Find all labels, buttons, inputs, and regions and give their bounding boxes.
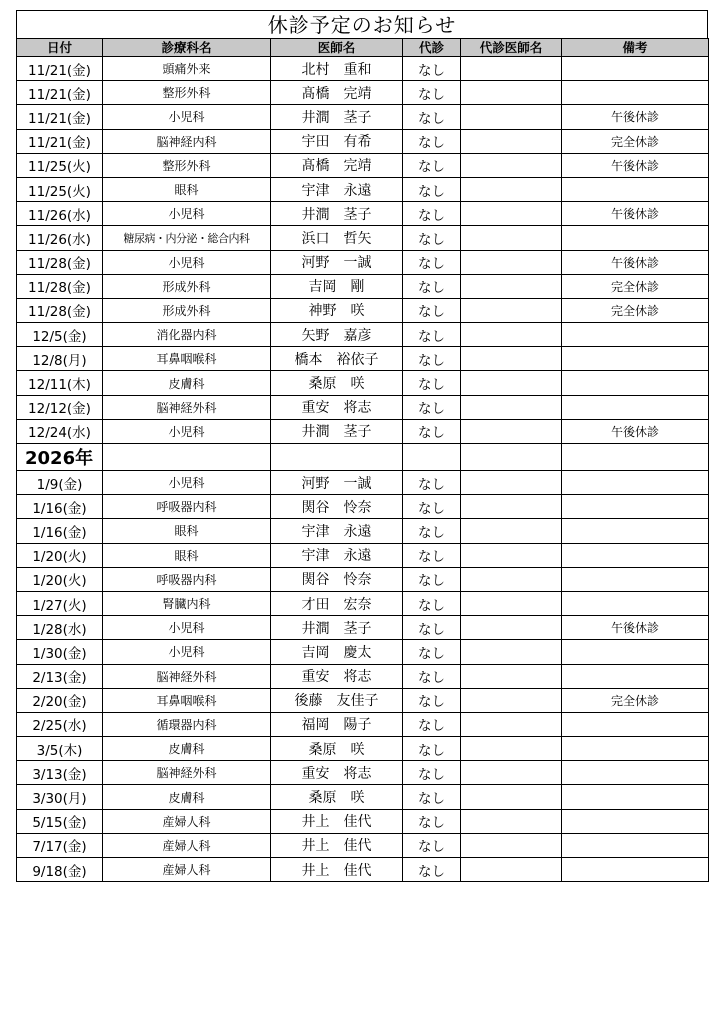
table-row <box>17 664 709 688</box>
substitute-doctor-cell <box>461 81 562 105</box>
date-cell: 3/5(木) <box>17 737 103 761</box>
table-row <box>17 153 709 177</box>
substitute-doctor-cell <box>461 495 562 519</box>
department-cell: 耳鼻咽喉科 <box>103 347 271 371</box>
remarks-cell <box>562 81 709 105</box>
table-row <box>17 371 709 395</box>
table-row <box>17 785 709 809</box>
department-cell: 眼科 <box>103 543 271 567</box>
table-row <box>17 809 709 833</box>
department-cell: 脳神経内科 <box>103 129 271 153</box>
substitute-cell: なし <box>403 712 461 736</box>
table-row <box>17 177 709 201</box>
substitute-doctor-cell <box>461 226 562 250</box>
substitute-doctor-cell <box>461 833 562 857</box>
doctor-cell: 北村 重和 <box>271 57 403 81</box>
doctor-cell: 宇津 永遠 <box>271 519 403 543</box>
substitute-doctor-cell <box>461 737 562 761</box>
department-cell: 整形外科 <box>103 81 271 105</box>
doctor-cell: 矢野 嘉彦 <box>271 323 403 347</box>
substitute-doctor-cell <box>461 785 562 809</box>
date-cell: 1/16(金) <box>17 519 103 543</box>
doctor-cell: 神野 咲 <box>271 298 403 322</box>
substitute-doctor-cell <box>461 567 562 591</box>
table-row <box>17 250 709 274</box>
substitute-cell: なし <box>403 347 461 371</box>
substitute-doctor-cell <box>461 761 562 785</box>
substitute-cell: なし <box>403 57 461 81</box>
substitute-cell: なし <box>403 640 461 664</box>
substitute-doctor-cell <box>461 177 562 201</box>
substitute-cell: なし <box>403 543 461 567</box>
substitute-cell: なし <box>403 785 461 809</box>
table-row <box>17 298 709 322</box>
doctor-cell: 井澗 茎子 <box>271 616 403 640</box>
department-cell: 呼吸器内科 <box>103 567 271 591</box>
date-cell: 2/25(水) <box>17 712 103 736</box>
substitute-doctor-cell <box>461 202 562 226</box>
department-cell: 脳神経外科 <box>103 664 271 688</box>
date-cell: 11/25(火) <box>17 153 103 177</box>
substitute-cell: なし <box>403 153 461 177</box>
notice-sheet <box>16 10 708 882</box>
page-title: 休診予定のお知らせ <box>16 10 708 38</box>
substitute-cell: なし <box>403 737 461 761</box>
table-row <box>17 419 709 443</box>
substitute-cell: なし <box>403 177 461 201</box>
table-row <box>17 105 709 129</box>
remarks-cell <box>562 737 709 761</box>
substitute-doctor-cell <box>461 371 562 395</box>
date-cell: 12/8(月) <box>17 347 103 371</box>
doctor-cell: 井上 佳代 <box>271 858 403 882</box>
substitute-cell: なし <box>403 664 461 688</box>
date-cell: 11/21(金) <box>17 57 103 81</box>
substitute-cell: なし <box>403 809 461 833</box>
remarks-cell: 午後休診 <box>562 153 709 177</box>
substitute-cell: なし <box>403 250 461 274</box>
substitute-doctor-cell <box>461 616 562 640</box>
table-row <box>17 761 709 785</box>
substitute-cell: なし <box>403 761 461 785</box>
substitute-doctor-cell <box>461 274 562 298</box>
department-cell: 産婦人科 <box>103 809 271 833</box>
empty-cell <box>461 444 562 471</box>
table-header-row <box>17 39 709 57</box>
department-cell: 眼科 <box>103 177 271 201</box>
table-row <box>17 347 709 371</box>
date-cell: 5/15(金) <box>17 809 103 833</box>
substitute-doctor-cell <box>461 129 562 153</box>
department-cell: 小児科 <box>103 616 271 640</box>
empty-cell <box>103 444 271 471</box>
doctor-cell: 髙橋 完靖 <box>271 81 403 105</box>
substitute-doctor-cell <box>461 809 562 833</box>
remarks-cell <box>562 177 709 201</box>
substitute-doctor-cell <box>461 712 562 736</box>
substitute-cell: なし <box>403 323 461 347</box>
date-cell: 12/5(金) <box>17 323 103 347</box>
substitute-doctor-cell <box>461 664 562 688</box>
table-row <box>17 543 709 567</box>
doctor-cell: 吉岡 剛 <box>271 274 403 298</box>
table-row <box>17 129 709 153</box>
date-cell: 9/18(金) <box>17 858 103 882</box>
table-row <box>17 274 709 298</box>
date-cell: 11/26(水) <box>17 226 103 250</box>
substitute-cell: なし <box>403 495 461 519</box>
doctor-cell: 井上 佳代 <box>271 809 403 833</box>
substitute-cell: なし <box>403 471 461 495</box>
date-cell: 12/24(水) <box>17 419 103 443</box>
remarks-cell <box>562 371 709 395</box>
substitute-cell: なし <box>403 274 461 298</box>
department-cell: 小児科 <box>103 640 271 664</box>
table-row <box>17 471 709 495</box>
substitute-doctor-cell <box>461 298 562 322</box>
doctor-cell: 橋本 裕依子 <box>271 347 403 371</box>
remarks-cell <box>562 543 709 567</box>
date-cell: 1/20(火) <box>17 543 103 567</box>
table-row <box>17 616 709 640</box>
date-cell: 11/28(金) <box>17 250 103 274</box>
remarks-cell: 完全休診 <box>562 688 709 712</box>
department-cell: 脳神経外科 <box>103 395 271 419</box>
substitute-doctor-cell <box>461 688 562 712</box>
doctor-cell: 井澗 茎子 <box>271 105 403 129</box>
substitute-doctor-cell <box>461 105 562 129</box>
date-cell: 11/25(火) <box>17 177 103 201</box>
remarks-cell: 完全休診 <box>562 298 709 322</box>
department-cell: 循環器内科 <box>103 712 271 736</box>
remarks-cell <box>562 347 709 371</box>
table-row <box>17 567 709 591</box>
remarks-cell <box>562 567 709 591</box>
doctor-cell: 河野 一誠 <box>271 250 403 274</box>
doctor-cell: 桑原 咲 <box>271 737 403 761</box>
remarks-cell: 午後休診 <box>562 250 709 274</box>
table-row <box>17 495 709 519</box>
remarks-cell <box>562 519 709 543</box>
remarks-cell: 午後休診 <box>562 105 709 129</box>
doctor-cell: 重安 将志 <box>271 395 403 419</box>
table-body <box>17 57 709 882</box>
doctor-cell: 井澗 茎子 <box>271 419 403 443</box>
date-cell: 12/11(木) <box>17 371 103 395</box>
year-label: 2026年 <box>17 444 103 471</box>
empty-cell <box>271 444 403 471</box>
substitute-cell: なし <box>403 519 461 543</box>
substitute-doctor-cell <box>461 591 562 615</box>
department-cell: 小児科 <box>103 250 271 274</box>
substitute-doctor-cell <box>461 419 562 443</box>
substitute-cell: なし <box>403 226 461 250</box>
table-row <box>17 202 709 226</box>
remarks-cell: 完全休診 <box>562 274 709 298</box>
department-cell: 皮膚科 <box>103 737 271 761</box>
department-cell: 皮膚科 <box>103 785 271 809</box>
date-cell: 1/27(火) <box>17 591 103 615</box>
remarks-cell <box>562 712 709 736</box>
date-cell: 1/30(金) <box>17 640 103 664</box>
date-cell: 11/26(水) <box>17 202 103 226</box>
substitute-cell: なし <box>403 591 461 615</box>
header-remarks: 備考 <box>562 39 709 57</box>
remarks-cell <box>562 761 709 785</box>
date-cell: 2/20(金) <box>17 688 103 712</box>
doctor-cell: 後藤 友佳子 <box>271 688 403 712</box>
department-cell: 消化器内科 <box>103 323 271 347</box>
table-row <box>17 640 709 664</box>
table-row <box>17 737 709 761</box>
department-cell: 脳神経外科 <box>103 761 271 785</box>
header-substitute-doctor: 代診医師名 <box>461 39 562 57</box>
closure-schedule-table <box>16 38 709 882</box>
empty-cell <box>562 444 709 471</box>
department-cell: 糖尿病・内分泌・総合内科 <box>103 226 271 250</box>
table-row <box>17 712 709 736</box>
substitute-cell: なし <box>403 419 461 443</box>
date-cell: 7/17(金) <box>17 833 103 857</box>
empty-cell <box>403 444 461 471</box>
substitute-cell: なし <box>403 567 461 591</box>
table-row <box>17 688 709 712</box>
doctor-cell: 井澗 茎子 <box>271 202 403 226</box>
substitute-cell: なし <box>403 616 461 640</box>
date-cell: 1/20(火) <box>17 567 103 591</box>
remarks-cell <box>562 395 709 419</box>
doctor-cell: 河野 一誠 <box>271 471 403 495</box>
substitute-doctor-cell <box>461 347 562 371</box>
department-cell: 形成外科 <box>103 298 271 322</box>
table-row <box>17 226 709 250</box>
substitute-doctor-cell <box>461 640 562 664</box>
department-cell: 小児科 <box>103 202 271 226</box>
remarks-cell <box>562 785 709 809</box>
remarks-cell: 午後休診 <box>562 616 709 640</box>
table-row <box>17 395 709 419</box>
date-cell: 11/28(金) <box>17 298 103 322</box>
substitute-cell: なし <box>403 129 461 153</box>
department-cell: 小児科 <box>103 419 271 443</box>
remarks-cell <box>562 833 709 857</box>
header-department: 診療科名 <box>103 39 271 57</box>
date-cell: 1/9(金) <box>17 471 103 495</box>
date-cell: 11/28(金) <box>17 274 103 298</box>
substitute-doctor-cell <box>461 543 562 567</box>
remarks-cell: 午後休診 <box>562 202 709 226</box>
remarks-cell: 午後休診 <box>562 419 709 443</box>
table-row <box>17 323 709 347</box>
remarks-cell <box>562 57 709 81</box>
substitute-doctor-cell <box>461 153 562 177</box>
substitute-doctor-cell <box>461 858 562 882</box>
doctor-cell: 髙橋 完靖 <box>271 153 403 177</box>
doctor-cell: 宇津 永遠 <box>271 177 403 201</box>
substitute-cell: なし <box>403 105 461 129</box>
substitute-doctor-cell <box>461 323 562 347</box>
table-row <box>17 519 709 543</box>
date-cell: 3/30(月) <box>17 785 103 809</box>
department-cell: 小児科 <box>103 471 271 495</box>
date-cell: 12/12(金) <box>17 395 103 419</box>
substitute-doctor-cell <box>461 250 562 274</box>
substitute-doctor-cell <box>461 471 562 495</box>
remarks-cell <box>562 471 709 495</box>
substitute-cell: なし <box>403 395 461 419</box>
remarks-cell <box>562 858 709 882</box>
substitute-cell: なし <box>403 858 461 882</box>
department-cell: 腎臓内科 <box>103 591 271 615</box>
doctor-cell: 関谷 怜奈 <box>271 495 403 519</box>
header-date: 日付 <box>17 39 103 57</box>
department-cell: 眼科 <box>103 519 271 543</box>
substitute-cell: なし <box>403 81 461 105</box>
substitute-doctor-cell <box>461 519 562 543</box>
doctor-cell: 浜口 哲矢 <box>271 226 403 250</box>
substitute-cell: なし <box>403 202 461 226</box>
remarks-cell <box>562 640 709 664</box>
remarks-cell <box>562 591 709 615</box>
year-divider-row <box>17 444 709 471</box>
remarks-cell <box>562 495 709 519</box>
remarks-cell <box>562 809 709 833</box>
doctor-cell: 宇田 有希 <box>271 129 403 153</box>
department-cell: 皮膚科 <box>103 371 271 395</box>
remarks-cell <box>562 323 709 347</box>
date-cell: 11/21(金) <box>17 81 103 105</box>
substitute-cell: なし <box>403 298 461 322</box>
substitute-doctor-cell <box>461 57 562 81</box>
date-cell: 1/28(水) <box>17 616 103 640</box>
table-row <box>17 591 709 615</box>
department-cell: 整形外科 <box>103 153 271 177</box>
date-cell: 1/16(金) <box>17 495 103 519</box>
table-row <box>17 81 709 105</box>
remarks-cell: 完全休診 <box>562 129 709 153</box>
doctor-cell: 吉岡 慶太 <box>271 640 403 664</box>
table-row <box>17 833 709 857</box>
substitute-cell: なし <box>403 688 461 712</box>
header-substitute: 代診 <box>403 39 461 57</box>
department-cell: 産婦人科 <box>103 833 271 857</box>
date-cell: 3/13(金) <box>17 761 103 785</box>
department-cell: 耳鼻咽喉科 <box>103 688 271 712</box>
substitute-cell: なし <box>403 371 461 395</box>
date-cell: 11/21(金) <box>17 129 103 153</box>
remarks-cell <box>562 226 709 250</box>
table-row <box>17 57 709 81</box>
doctor-cell: 重安 将志 <box>271 664 403 688</box>
department-cell: 頭痛外来 <box>103 57 271 81</box>
doctor-cell: 関谷 怜奈 <box>271 567 403 591</box>
doctor-cell: 桑原 咲 <box>271 785 403 809</box>
remarks-cell <box>562 664 709 688</box>
date-cell: 11/21(金) <box>17 105 103 129</box>
table-row <box>17 858 709 882</box>
department-cell: 産婦人科 <box>103 858 271 882</box>
department-cell: 小児科 <box>103 105 271 129</box>
doctor-cell: 才田 宏奈 <box>271 591 403 615</box>
doctor-cell: 重安 将志 <box>271 761 403 785</box>
department-cell: 形成外科 <box>103 274 271 298</box>
doctor-cell: 井上 佳代 <box>271 833 403 857</box>
substitute-doctor-cell <box>461 395 562 419</box>
substitute-cell: なし <box>403 833 461 857</box>
doctor-cell: 福岡 陽子 <box>271 712 403 736</box>
department-cell: 呼吸器内科 <box>103 495 271 519</box>
header-doctor: 医師名 <box>271 39 403 57</box>
doctor-cell: 桑原 咲 <box>271 371 403 395</box>
date-cell: 2/13(金) <box>17 664 103 688</box>
doctor-cell: 宇津 永遠 <box>271 543 403 567</box>
